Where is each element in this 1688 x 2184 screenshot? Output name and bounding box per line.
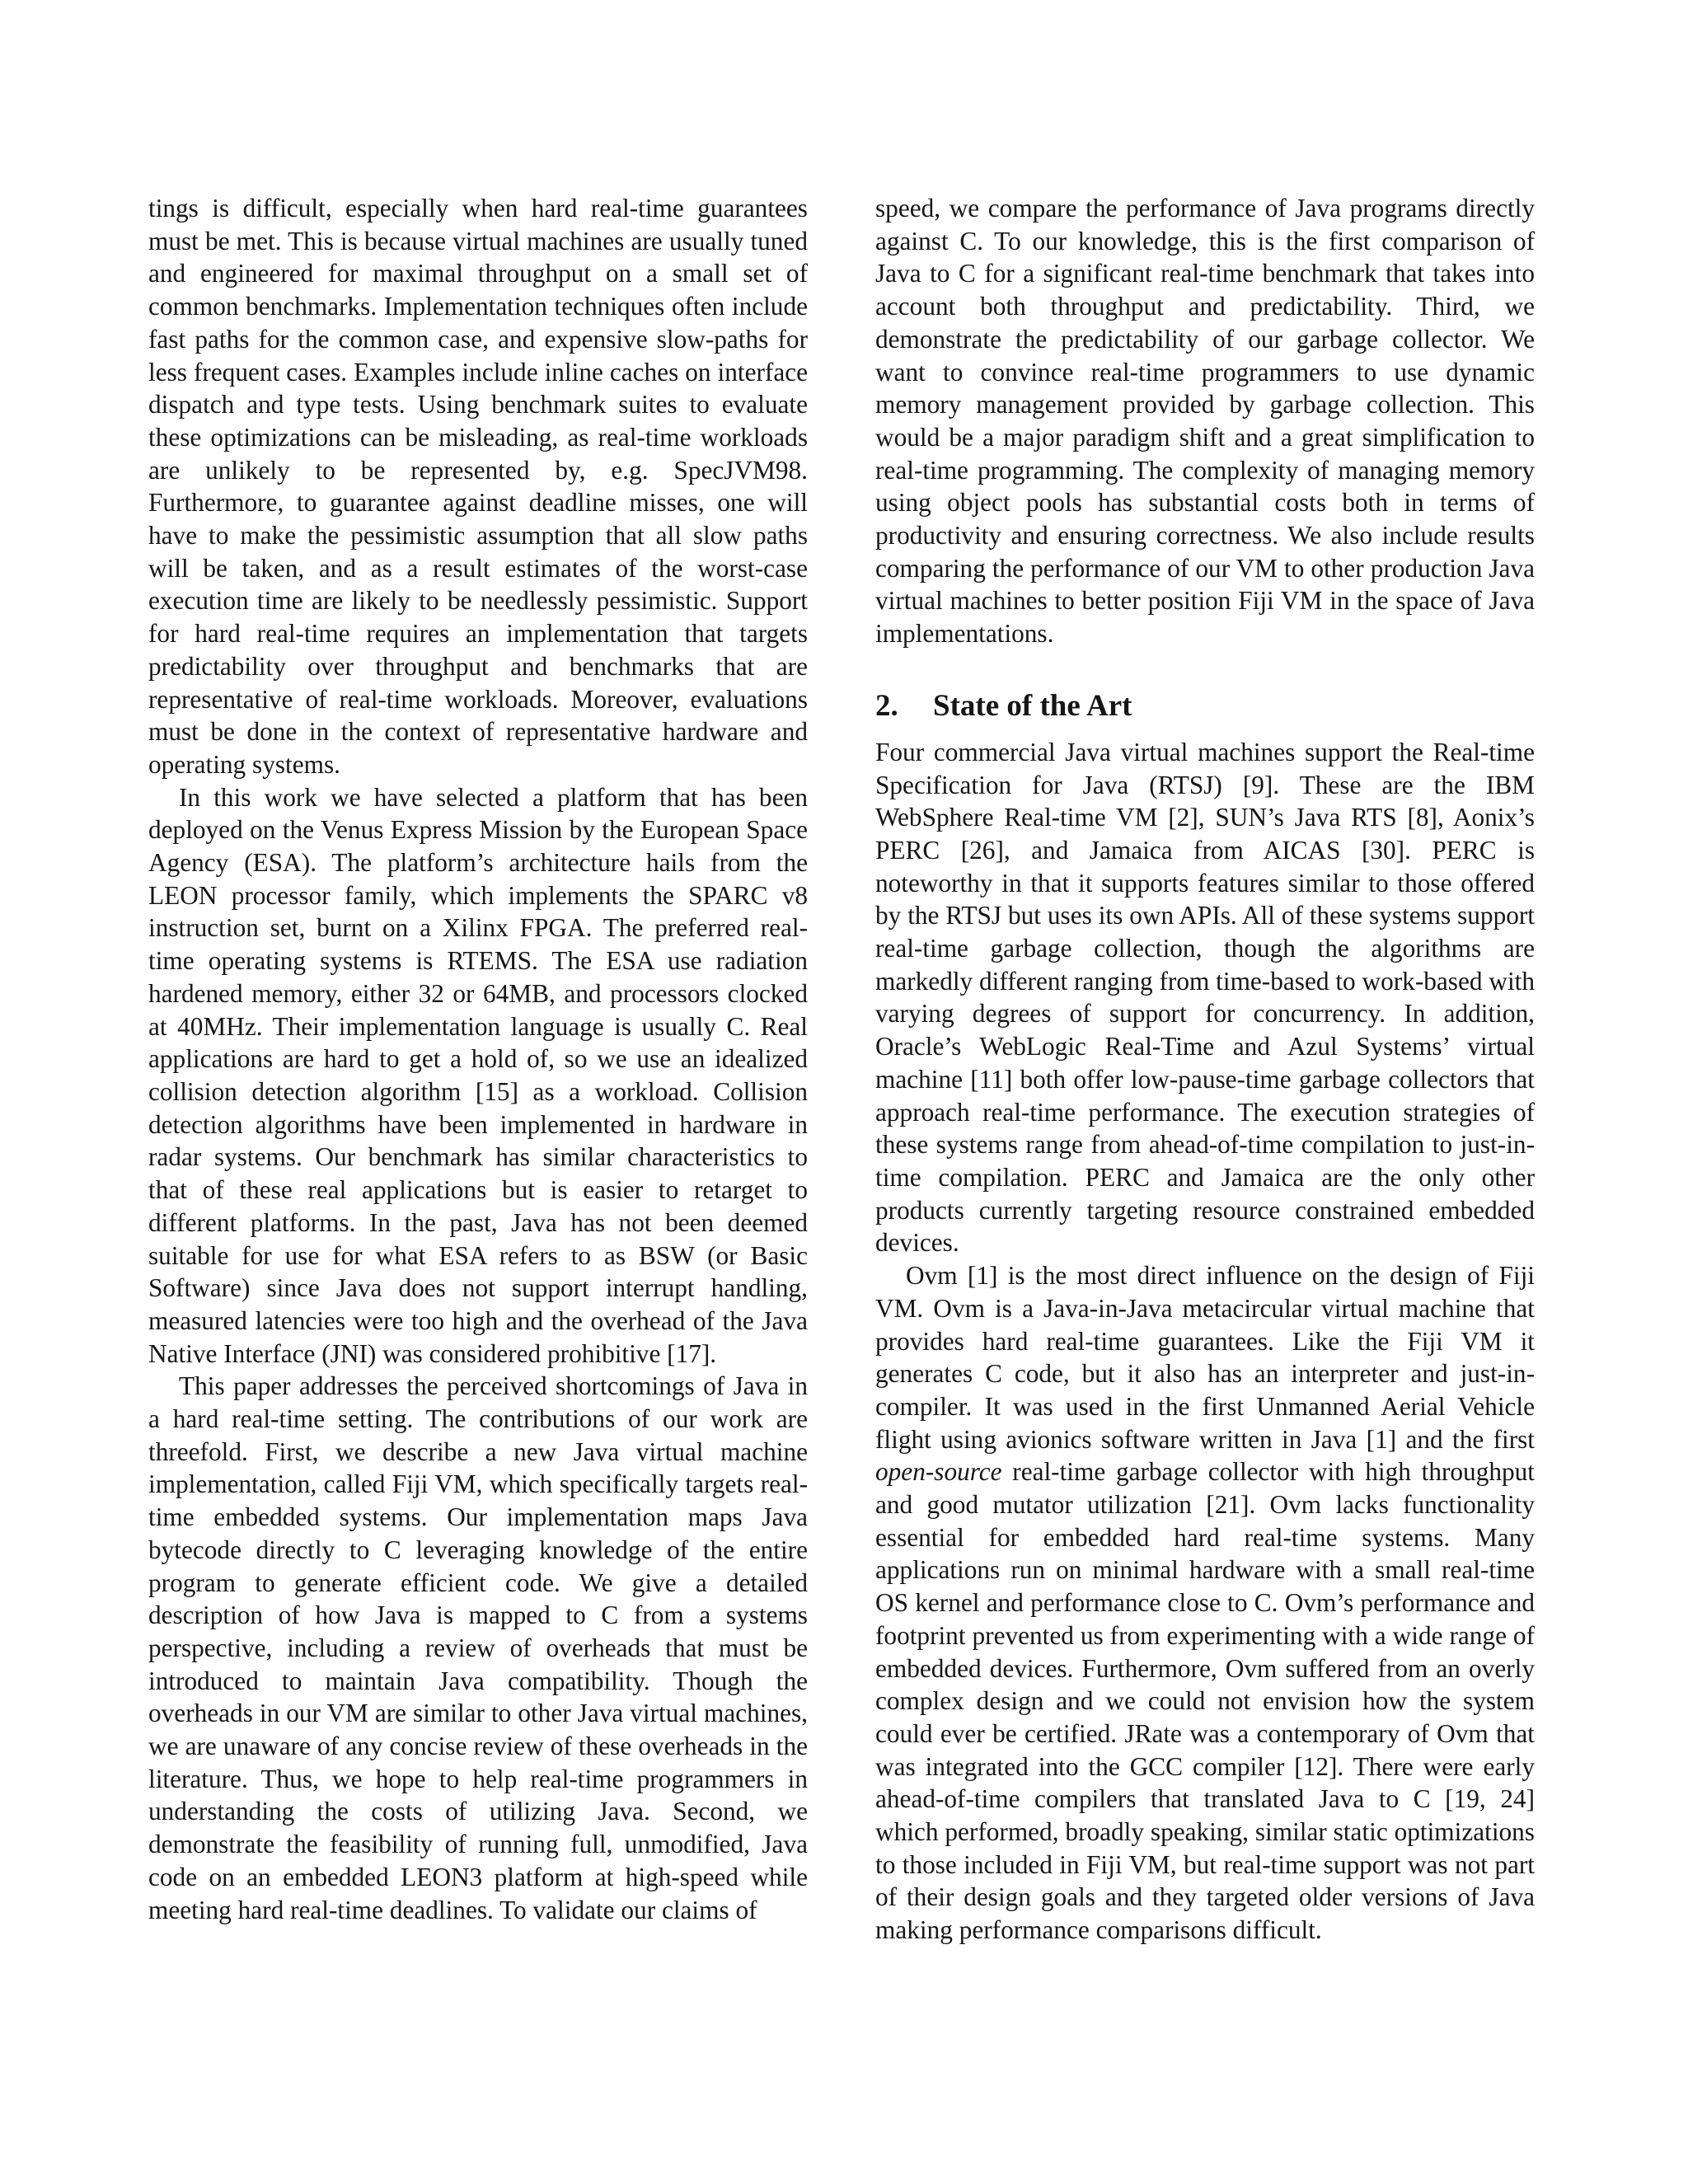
paragraph-commercial-vms: Four commercial Java virtual machines support the Real-time Specification for Java (RTSJ) [9]. These are the IBM WebSphere Real-time VM [2], SUN’s Java RTS [8], Aonix’s PERC [26], and Jamaica from AICAS [30]. PERC is noteworthy in that it supports features similar to those offered by the RTSJ but uses its own APIs. All of these systems support real-time garbage collection, though the algorithms are markedly different ranging from time-based to work-based with varying degrees of support for concurrency. In addition, Oracle’s WebLogic Real-Time and Azul Systems’ virtual machine [11] both offer low-pause-time garbage collectors that approach real-time performance. The execution strategies of these systems range from ahead-of-time compilation to just-in-time compilation. PERC and Jamaica are the only other products currently targeting resource constrained embedded devices. <box>875 737 1535 1258</box>
ovm-italic-term: open-source <box>875 1457 1002 1487</box>
ovm-text-part-2: real-time garbage collector with high throughput and good mutator utilization [21]. Ovm lacks functionality essential for embedded hard real-time systems. Many applications run on minimal hardware with a small real-time OS kernel and performance close to C. Ovm’s performance and footprint prevented us from experimenting with a wide range of embedded devices. Furthermore, Ovm suffered from an overly complex design and we could not envision how the system could ever be certified. JRate was a contemporary of Ovm that was integrated into the GCC compiler [12]. There were early ahead-of-time compilers that translated Java to C [19, 24] which performed, broadly speaking, similar static optimizations to those included in Fiji VM, but real-time support was not part of their design goals and they targeted older versions of Java making performance comparisons difficult. <box>875 1457 1535 1945</box>
left-column <box>148 192 808 1926</box>
right-column <box>875 192 1535 1947</box>
section-heading <box>875 688 1535 724</box>
paragraph-platform: In this work we have selected a platform that has been deployed on the Venus Express Mission by the European Space Agency (ESA). The platform’s architecture hails from the LEON processor family, which implements the SPARC v8 instruction set, burnt on a Xilinx FPGA. The preferred real-time operating systems is RTEMS. The ESA use radiation hardened memory, either 32 or 64MB, and processors clocked at 40MHz. Their implementation language is usually C. Real applications are hard to get a hold of, so we use an idealized collision detection algorithm [15] as a workload. Collision detection algorithms have been implemented in hardware in radar systems. Our benchmark has similar characteristics to that of these real applications but is easier to retarget to different platforms. In the past, Java has not been deemed suitable for use for what ESA refers to as BSW (or Basic Software) since Java does not support interrupt handling, measured latencies were too high and the overhead of the Java Native Interface (JNI) was considered prohibitive [17]. <box>148 782 808 1368</box>
ovm-text-part-1: Ovm [1] is the most direct influence on the design of Fiji VM. Ovm is a Java-in-Java metacircular virtual machine that provides hard real-time guarantees. Like the Fiji VM it generates C code, but it also has an interpreter and just-in-compiler. It was used in the first Unmanned Aerial Vehicle flight using avionics software written in Java [1] and the first <box>875 1261 1535 1454</box>
paragraph-contributions: This paper addresses the perceived shortcomings of Java in a hard real-time setting. The contributions of our work are threefold. First, we describe a new Java virtual machine implementation, called Fiji VM, which specifically targets real-time embedded systems. Our implementation maps Java bytecode directly to C leveraging knowledge of the entire program to generate efficient code. We give a detailed description of how Java is mapped to C from a systems perspective, including a review of overheads that must be introduced to maintain Java compatibility. Though the overheads in our VM are similar to other Java virtual machines, we are unaware of any concise review of these overheads in the literature. Thus, we hope to help real-time programmers in understanding the costs of utilizing Java. Second, we demonstrate the feasibility of running full, unmodified, Java code on an embedded LEON3 platform at high-speed while meeting hard real-time deadlines. To validate our claims of <box>148 1371 808 1924</box>
paragraph-continuation: tings is difficult, especially when hard real-time guarantees must be met. This is because virtual machines are usually tuned and engineered for maximal throughput on a small set of common benchmarks. Implementation techniques often include fast paths for the common case, and expensive slow-paths for less frequent cases. Examples include inline caches on interface dispatch and type tests. Using benchmark suites to evaluate these optimizations can be misleading, as real-time workloads are unlikely to be represented by, e.g. SpecJVM98. Furthermore, to guarantee against deadline misses, one will have to make the pessimistic assumption that all slow paths will be taken, and as a result estimates of the worst-case execution time are likely to be needlessly pessimistic. Support for hard real-time requires an implementation that targets predictability over throughput and benchmarks that are representative of real-time workloads. Moreover, evaluations must be done in the context of representative hardware and operating systems. <box>148 194 808 779</box>
section-number: 2. <box>875 688 898 723</box>
section-title: State of the Art <box>933 688 1132 723</box>
paragraph-contributions-continued: speed, we compare the performance of Java programs directly against C. To our knowledge, this is the first comparison of Java to C for a significant real-time benchmark that takes into account both throughput and predictability. Third, we demonstrate the predictability of our garbage collector. We want to convince real-time programmers to use dynamic memory management provided by garbage collection. This would be a major paradigm shift and a great simplification to real-time programming. The complexity of managing memory using object pools has substantial costs both in terms of productivity and ensuring correctness. We also include results comparing the performance of our VM to other production Java virtual machines to better position Fiji VM in the space of Java implementations. <box>875 194 1535 649</box>
paragraph-ovm <box>875 1259 1535 1947</box>
